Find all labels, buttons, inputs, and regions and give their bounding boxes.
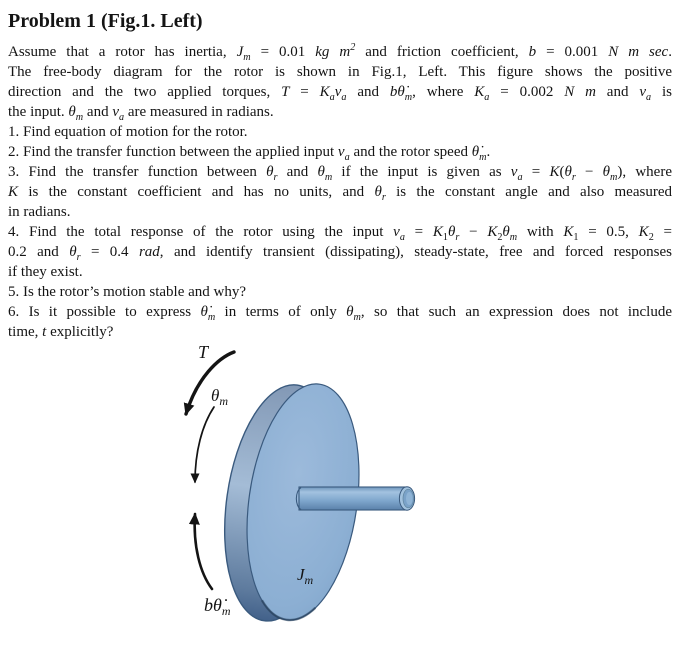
text-line: in radians. [8, 204, 71, 220]
text-line: the input. $\theta_m$ and $v_a$ are measured in radians. [8, 104, 274, 123]
text-line: 1. Find equation of motion for the rotor. [8, 124, 248, 140]
torque-label: T [198, 342, 209, 362]
text-line: 0.2 and $\theta_r = 0.4$ rad, and identify transient (dissipating), steady-state, free and forced responses [8, 244, 672, 263]
text-line: 4. Find the total response of the rotor using the input $v_a = K_1\theta_r - K_2\theta_m$ with $K_1 = 0.5$, $K_2$ = [8, 224, 672, 243]
text-line: 3. Find the transfer function between $\theta_r$ and $\theta_m$ if the input is given as $v_a = K(\theta_r - \theta_m)$, where [8, 164, 672, 183]
text-line: K is the constant coefficient and has no units, and $\theta_r$ is the constant angle and also measured [8, 184, 672, 203]
rotor-figure [0, 338, 679, 665]
friction-arrow [195, 514, 212, 589]
text-line: if they exist. [8, 264, 83, 280]
theta-m-label: $\theta_m$ [211, 386, 229, 408]
theta-m-arrow [195, 407, 214, 482]
text-line: 2. Find the transfer function between the applied input $v_a$ and the rotor speed $\thetȧ_m$. [8, 144, 491, 163]
text-line: The free-body diagram for the rotor is shown in Fig.1, Left. This figure shows the positive [8, 64, 672, 80]
text-line: 6. Is it possible to express $\thetȧ_m$ in terms of only $\theta_m$, so that such an expression does not include [8, 304, 673, 323]
friction-torque-label: $b\thetȧ_m$ [204, 595, 231, 618]
problem-title: Problem 1 (Fig.1. Left) [8, 10, 203, 32]
rotor-shaft [296, 487, 414, 510]
problem-body [8, 42, 672, 342]
shaft-end-center [406, 492, 413, 505]
text-line: 5. Is the rotor’s motion stable and why? [8, 284, 247, 300]
shaft-body [299, 487, 407, 510]
text-line: Assume that a rotor has inertia, $J_m = 0.01$ kg $m^2$ and friction coefficient, b = 0.001 N m sec. [8, 42, 672, 63]
inertia-label: $J_m$ [297, 565, 314, 587]
text-line: direction and the two applied torques, $T = K_av_a$ and $b\thetȧ_m$, where $K_a = 0.002$ N m and $v_a$ is [8, 84, 672, 103]
text-line: time, t explicitly? [8, 324, 114, 340]
